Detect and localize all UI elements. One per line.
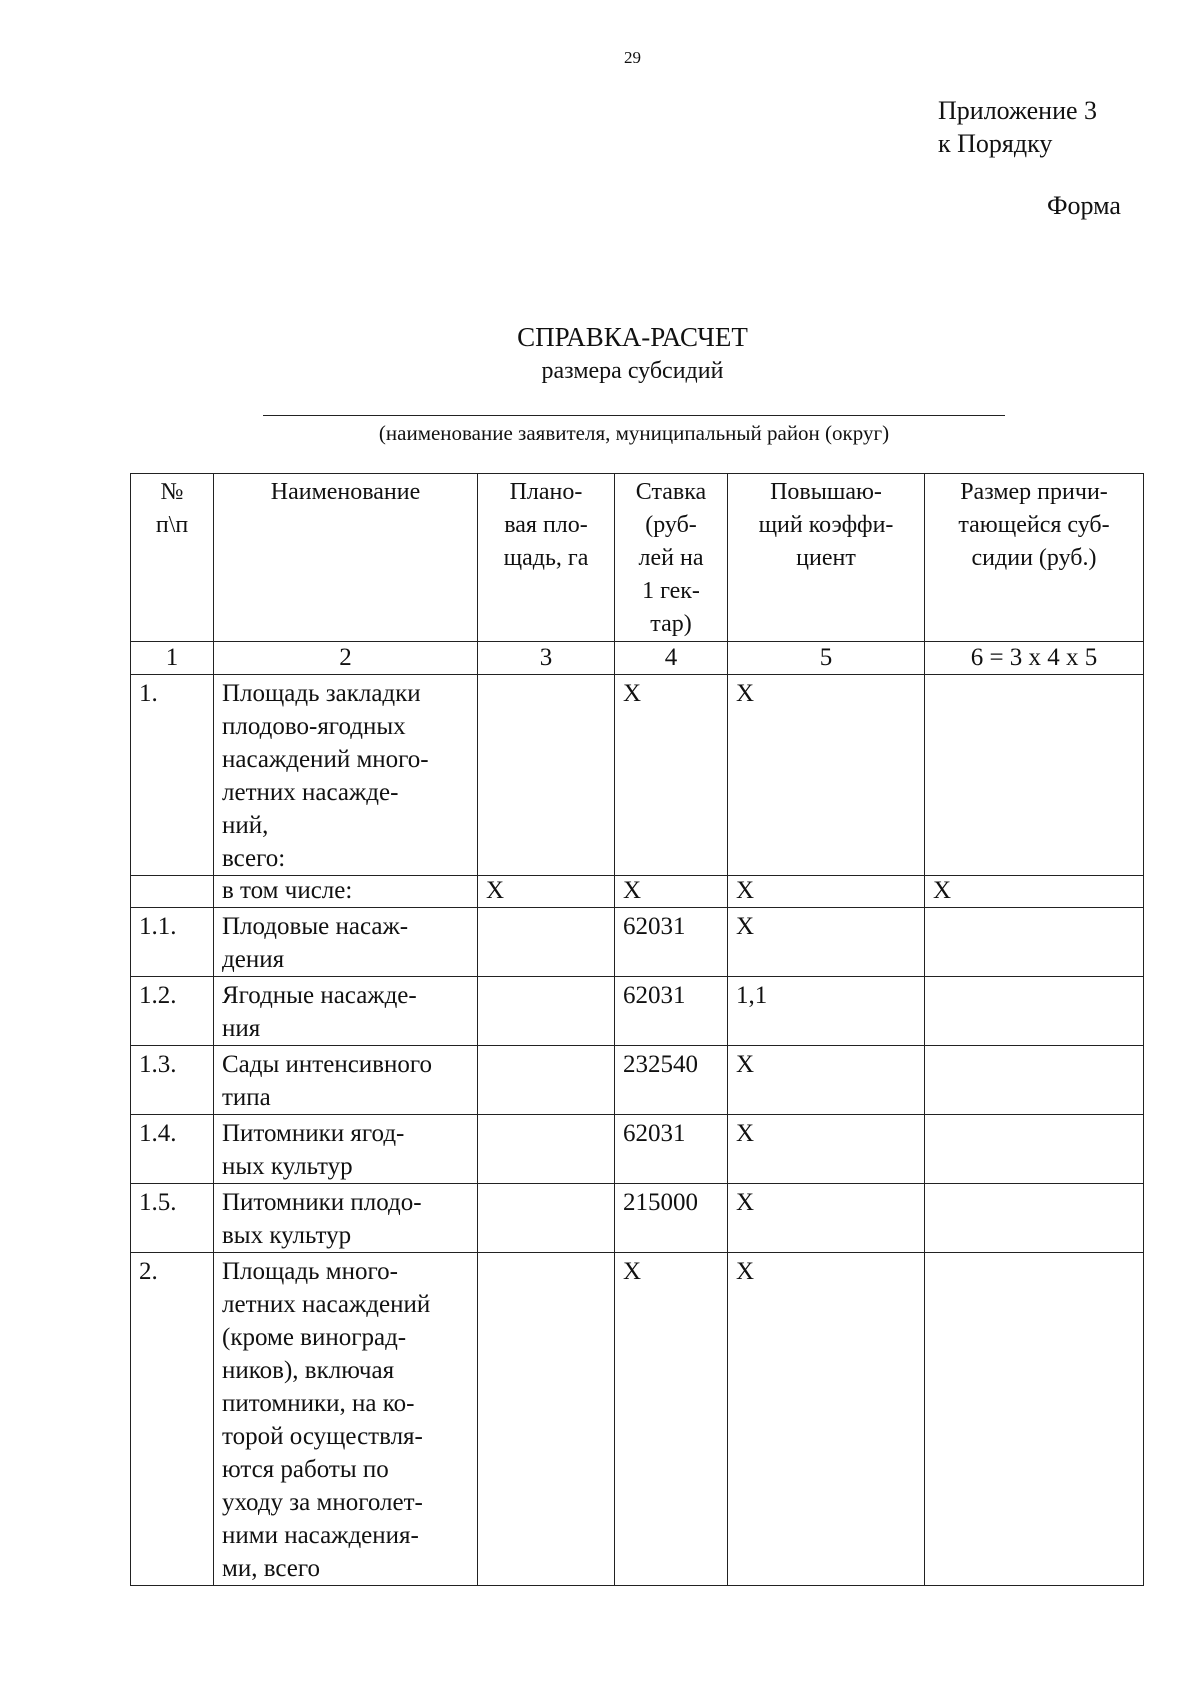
document-title: СПРАВКА-РАСЧЕТ [517,322,748,352]
appendix-line-2: к Порядку [938,129,1053,158]
row-number-cell: 2. [131,1253,214,1586]
column-number-cell: 2 [214,642,478,675]
document-subtitle: размера субсидий [541,358,724,384]
area-cell [478,908,615,977]
row-number-cell: 1.2. [131,977,214,1046]
row-name-cell: Площадь закладки плодово-ягодных насаждений много- летних насажде- ний, всего: [214,675,478,876]
amount-cell [925,1046,1144,1115]
header-cell: Размер причи- тающейся суб- сидии (руб.) [925,474,1144,642]
header-cell: Наименование [214,474,478,642]
rate-cell: 62031 [615,1115,728,1184]
area-cell [478,675,615,876]
table-row [131,1184,1144,1253]
amount-cell [925,1184,1144,1253]
amount-cell [925,675,1144,876]
column-number-cell: 4 [615,642,728,675]
area-cell: X [478,876,615,908]
appendix-reference [938,94,1097,160]
coefficient-cell: X [728,1046,925,1115]
row-name-cell: Ягодные насажде- ния [214,977,478,1046]
rate-cell: X [615,675,728,876]
column-number-cell: 1 [131,642,214,675]
rate-cell: 62031 [615,977,728,1046]
subsidy-calculation-table [130,473,1144,1586]
appendix-line-1: Приложение 3 [938,96,1098,125]
table-row [131,675,1144,876]
table-row [131,876,1144,908]
row-number-cell: 1.5. [131,1184,214,1253]
row-number-cell: 1. [131,675,214,876]
applicant-name-line [263,415,1005,416]
table-row [131,1253,1144,1586]
amount-cell [925,1115,1144,1184]
area-cell [478,1253,615,1586]
coefficient-cell: 1,1 [728,977,925,1046]
row-name-cell: Питомники плодо- вых культур [214,1184,478,1253]
area-cell [478,977,615,1046]
coefficient-cell: X [728,1184,925,1253]
rate-cell: 215000 [615,1184,728,1253]
table-row [131,1115,1144,1184]
row-number-cell: 1.3. [131,1046,214,1115]
coefficient-cell: X [728,1115,925,1184]
column-number-row [131,642,1144,675]
row-name-cell: Сады интенсивного типа [214,1046,478,1115]
row-number-cell: 1.4. [131,1115,214,1184]
amount-cell [925,977,1144,1046]
page-number: 29 [624,48,641,67]
applicant-caption: (наименование заявителя, муниципальный район (округ) [378,421,890,445]
header-cell: Плано- вая пло- щадь, га [478,474,615,642]
area-cell [478,1046,615,1115]
table-row [131,908,1144,977]
coefficient-cell: X [728,876,925,908]
coefficient-cell: X [728,675,925,876]
coefficient-cell: X [728,908,925,977]
column-number-cell: 3 [478,642,615,675]
table-header-row [131,474,1144,642]
header-cell: Ставка (руб- лей на 1 гек- тар) [615,474,728,642]
rate-cell: X [615,876,728,908]
row-name-cell: Площадь много- летних насаждений (кроме виноград- ников), включая питомники, на ко- торой осуществля- ются работы по уходу за многолет- ними насаждения- ми, всего [214,1253,478,1586]
row-name-cell: Питомники ягод- ных культур [214,1115,478,1184]
header-cell: № п\п [131,474,214,642]
column-number-cell: 6 = 3 х 4 х 5 [925,642,1144,675]
table-row [131,977,1144,1046]
amount-cell [925,908,1144,977]
table-row [131,1046,1144,1115]
row-name-cell: Плодовые насаж- дения [214,908,478,977]
header-cell: Повышаю- щий коэффи- циент [728,474,925,642]
coefficient-cell: X [728,1253,925,1586]
rate-cell: 62031 [615,908,728,977]
form-label: Форма [1047,191,1121,220]
amount-cell [925,1253,1144,1586]
rate-cell: X [615,1253,728,1586]
row-name-cell: в том числе: [214,876,478,908]
row-number-cell: 1.1. [131,908,214,977]
row-number-cell [131,876,214,908]
column-number-cell: 5 [728,642,925,675]
area-cell [478,1184,615,1253]
rate-cell: 232540 [615,1046,728,1115]
area-cell [478,1115,615,1184]
amount-cell: X [925,876,1144,908]
